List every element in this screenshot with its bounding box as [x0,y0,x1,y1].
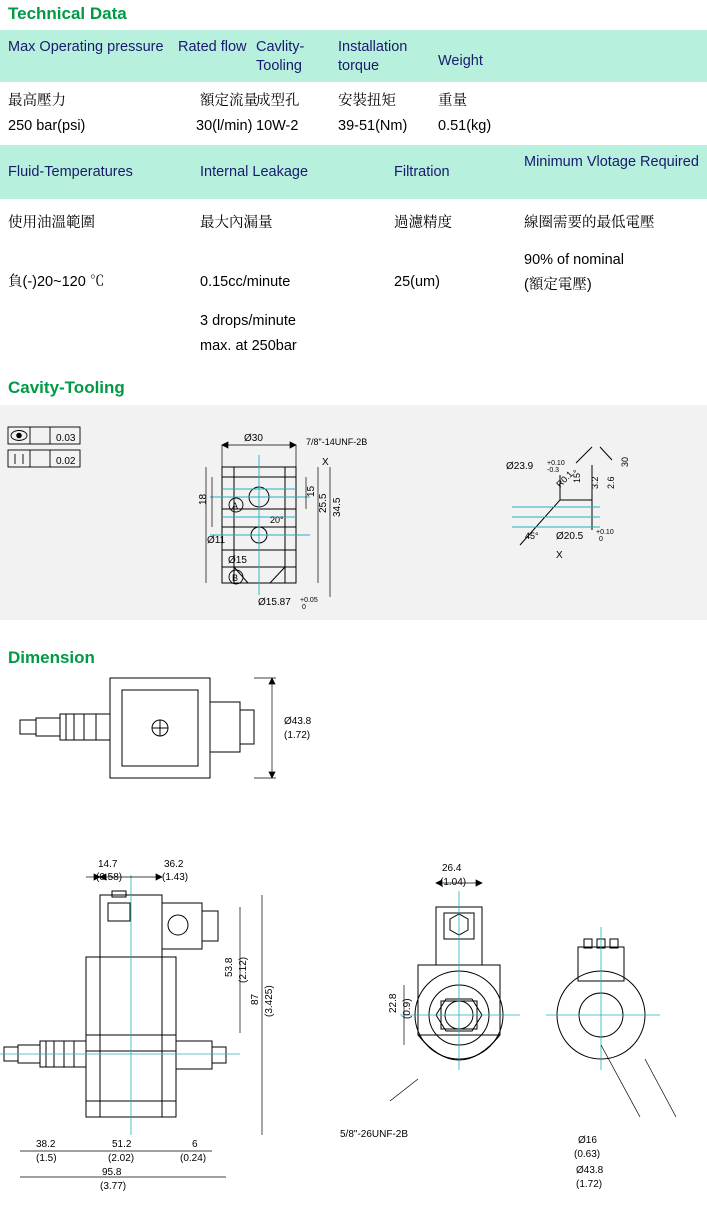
table1-cell-r0c2: 成型孔 [256,93,300,109]
topview-label-dia43-8: Ø43.8 [284,716,312,727]
table1-cell-r0c1: 額定流量 [200,93,258,109]
detail-label-dia23-9: Ø23.9 [506,461,534,472]
frontview-label-87: 87 [250,993,261,1005]
table2-header-2: Filtration [394,164,450,180]
table1-cell-r1c0: 250 bar(psi) [8,118,86,134]
table2-cell-r1c0: 負(-)20~120 ℃ [8,274,105,290]
rearview-label-dia43-8: Ø43.8 [576,1165,604,1176]
cavity-tolerance-1: 0.02 [56,456,76,467]
topview-label-1-72: (1.72) [284,730,311,741]
dimension-bottom-views [0,855,707,1217]
table2-cell-r0c2: 過濾精度 [394,215,452,231]
table2-cell-r3c1: 3 drops/minute [200,313,296,329]
section-title-cavity-tooling: Cavity-Tooling [8,378,125,397]
cavity-datum-b: B [232,573,239,583]
sideview-label-22-8: 22.8 [388,993,399,1013]
frontview-label-53-8: 53.8 [224,957,235,977]
frontview-label-0-24: (0.24) [180,1153,207,1164]
frontview-label-1-5: (1.5) [36,1153,57,1164]
detail-label-30: 30 [620,456,630,467]
frontview-label-95-8: 95.8 [102,1167,122,1178]
cavity-label-18: 18 [198,493,209,505]
table1-header-0: Max Operating pressure [8,39,164,55]
cavity-label-dia30: Ø30 [244,433,263,444]
frontview-label-6: 6 [192,1139,198,1150]
cavity-drawing-svg [0,405,707,620]
detail-label-r01: R0.1 [554,468,575,490]
cavity-tolerance-0: 0.03 [56,433,76,444]
detail-label-45deg: 45° [525,531,539,541]
table1-cell-r0c3: 安裝扭矩 [338,93,396,109]
table2-header-0: Fluid-Temperatures [8,164,133,180]
cavity-label-15: 15 [306,485,317,497]
table1-cell-r0c0: 最高壓力 [8,93,66,109]
table2-cell-r4c1: max. at 250bar [200,338,297,354]
rearview-label-1-72: (1.72) [576,1179,603,1190]
frontview-label-1-43: (1.43) [162,872,189,883]
detail-label-x: X [556,550,563,561]
dimension-bottom-views-svg [0,855,707,1217]
table2-cell-r0c0: 使用油溫範圍 [8,215,95,231]
frontview-label-2-02: (2.02) [108,1153,135,1164]
table2-header-3: Minimum Vlotage Required [524,154,699,170]
frontview-label-51-2: 51.2 [112,1139,132,1150]
frontview-label-36-2: 36.2 [164,859,184,870]
rearview-label-0-63: (0.63) [574,1149,601,1160]
frontview-label-3-425: (3.425) [264,985,275,1017]
detail-label-dia20-5: Ø20.5 [556,531,584,542]
table2-header-1: Internal Leakage [200,164,309,180]
detail-label-tol-m03: -0.3 [547,467,560,474]
table1-header-1: Rated flow [178,39,247,55]
cavity-label-dia15: Ø15 [228,555,247,566]
cavity-drawing-panel [0,405,707,620]
detail-label-tol2-p010: +0.10 [596,529,614,536]
frontview-label-2-12: (2.12) [238,956,249,983]
cavity-label-20deg: 20° [270,515,284,525]
frontview-label-14-7: 14.7 [98,859,118,870]
detail-label-tol-p010: +0.10 [547,460,565,467]
sideview-label-26-4: 26.4 [442,863,462,874]
sideview-label-0-9: (0.9) [402,998,413,1019]
cavity-label-thread: 7/8"-14UNF-2B [306,437,368,447]
cavity-label-25-5: 25.5 [318,493,329,513]
table2-cell-r0c1: 最大內漏量 [200,215,273,231]
table1-cell-r1c1: 30(l/min) [196,118,253,134]
table1-cell-r0c4: 重量 [438,93,467,109]
table1-cell-r1c2: 10W-2 [256,118,299,134]
cavity-label-tol-plus05: +0.05 [300,597,318,604]
cavity-label-dia15-87: Ø15.87 [258,597,291,608]
sideview-label-1-04: (1.04) [440,877,467,888]
table1-cell-r1c4: 0.51(kg) [438,118,492,134]
table2-cell-r2c3: (額定電壓) [524,277,592,293]
table1-header-3: Installation torque [338,39,408,74]
cavity-label-34-5: 34.5 [332,497,343,517]
frontview-label-38-2: 38.2 [36,1139,56,1150]
table2-cell-r1c3: 90% of nominal [524,252,624,268]
section-title-dimension: Dimension [8,648,95,667]
dimension-top-view-svg [0,672,707,812]
sideview-label-thread: 5/8"-26UNF-2B [340,1129,409,1140]
detail-label-2-6: 2.6 [606,476,616,489]
table1-header-2: Cavlity-Tooling [256,39,305,74]
frontview-label-3-77: (3.77) [100,1181,127,1192]
table2-cell-r1c1: 0.15cc/minute [200,274,291,290]
cavity-label-x: X [322,457,329,468]
rearview-label-dia16: Ø16 [578,1135,597,1146]
table2-cell-r0c3: 線圈需要的最低電壓 [524,215,655,231]
cavity-label-tol-zero: 0 [302,604,306,611]
cavity-datum-a: A [232,501,239,511]
table2-cell-r1c2: 25(um) [394,274,440,290]
section-title-technical-data: Technical Data [8,4,127,23]
table1-cell-r1c3: 39-51(Nm) [338,118,408,134]
detail-label-3-2: 3.2 [590,476,600,489]
detail-label-tol2-zero: 0 [599,536,603,543]
detail-label-15deg: 15° [572,469,582,483]
dimension-top-view [0,672,707,812]
table1-header-4: Weight [438,53,483,69]
frontview-label-0-58: (0.58) [96,872,123,883]
cavity-label-dia11: Ø11 [207,535,226,546]
